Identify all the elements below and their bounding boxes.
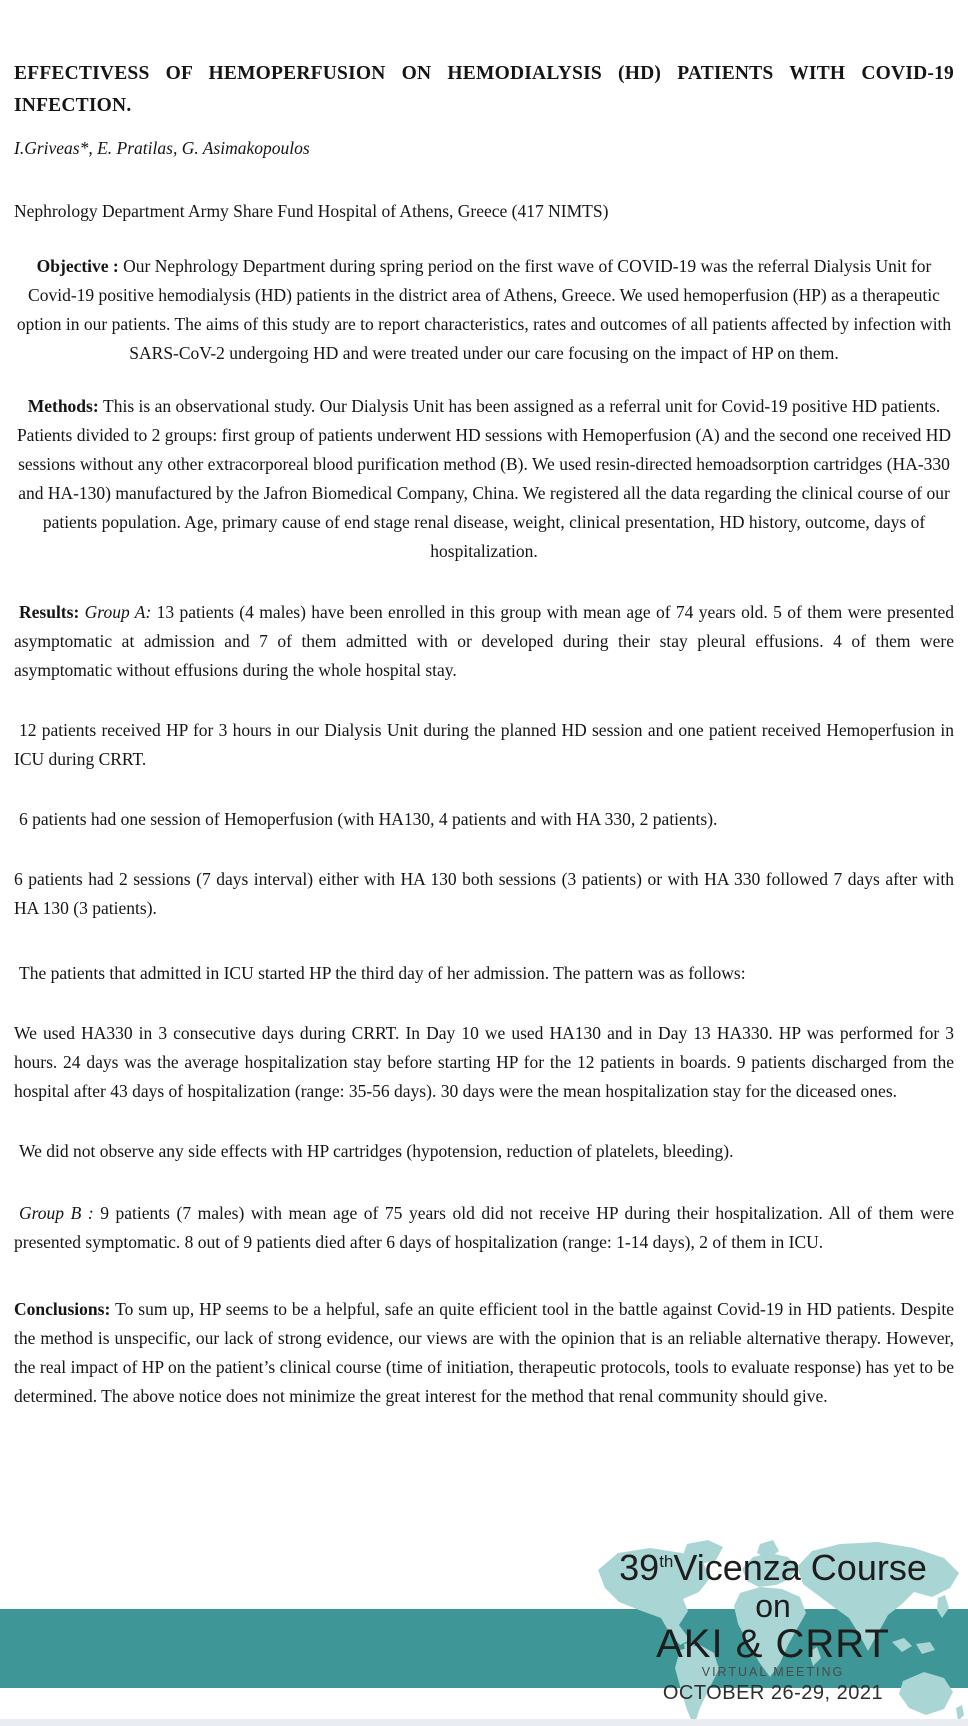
paragraph-hp-12-patients: 12 patients received HP for 3 hours in our Dialysis Unit during the planned HD session and one patient received Hemoperfusion in ICU during CRRT. — [14, 720, 954, 769]
objective-text: Our Nephrology Department during spring period on the first wave of COVID-19 was the referral Dialysis Unit for Covid-19 positive hemodialysis (HD) patients in the district area of Athens, Greece. We used hemoperfusion (HP) as a therapeutic option in our patients. The aims of this study are to report characteristics, rates and outcomes of all patients affected by infection with SARS-CoV-2 undergoing HD and were treated under our care focusing on the impact of HP on them. — [16, 256, 952, 363]
methods-text: This is an observational study. Our Dialysis Unit has been assigned as a referral unit for Covid-19 positive HD patients. Patients divided to 2 groups: first group of patients underwent HD sessions with Hemoperfusion (A) and the second one received HD sessions without any other extracorporeal blood purification method (B). We used resin-directed hemoadsorption cartridges (HA-330 and HA-130) manufactured by the Jafron Biomedical Company, China. We registered all the data regarding the clinical course of our patients population. Age, primary cause of end stage renal disease, weight, clinical presentation, HD history, outcome, days of hospitalization. — [16, 396, 952, 561]
paper-title: EFFECTIVESS OF HEMOPERFUSION ON HEMODIALYSIS (HD) PATIENTS WITH COVID-19 INFECTION. — [14, 63, 954, 116]
logo-line-course — [553, 1548, 968, 1588]
logo-course-name: Vicenza Course — [673, 1547, 927, 1588]
paragraph-side-effects: We did not observe any side effects with HP cartridges (hypotension, reduction of platelets, bleeding). — [19, 1141, 734, 1161]
group-b-paragraph — [14, 1199, 954, 1257]
paragraph-two-sessions: 6 patients had 2 sessions (7 days interval) either with HA 130 both sessions (3 patients) or with HA 330 followed 7 days after with HA 130 (3 patients). — [14, 869, 954, 918]
objective-label: Objective : — [36, 256, 124, 276]
paragraph-ha330-pattern: We used HA330 in 3 consecutive days during CRRT. In Day 10 we used HA130 and in Day 13 HA330. HP was performed for 3 hours. 24 days was the average hospitalization stay before starting HP for the 12 patients in boards. 9 patients discharged from the hospital after 43 days of hospitalization (range: 35-56 days). 30 days were the mean hospitalization stay for the diceased ones. — [14, 1023, 954, 1101]
logo-line-aki-crrt: AKI & CRRT — [656, 1622, 890, 1666]
logo-line-dates: OCTOBER 26-29, 2021 — [662, 1682, 884, 1704]
page-bottom-edge — [0, 1719, 968, 1726]
paragraph-one-session: 6 patients had one session of Hemoperfusion (with HA130, 4 patients and with HA 330, 2 patients). — [19, 809, 718, 829]
logo-line-on: on — [755, 1588, 791, 1624]
logo-ordinal-suffix: th — [659, 1552, 674, 1571]
methods-paragraph — [14, 392, 954, 566]
authors-line: I.Griveas*, E. Pratilas, G. Asimakopoulos — [14, 138, 310, 158]
conclusions-label: Conclusions: — [14, 1299, 116, 1319]
paragraph-icu-pattern: The patients that admitted in ICU started HP the third day of her admission. The pattern was as follows: — [19, 963, 746, 983]
objective-paragraph — [14, 252, 954, 368]
group-b-label: Group B : — [19, 1203, 101, 1223]
conclusions-paragraph — [14, 1295, 954, 1411]
conference-logo — [553, 1548, 968, 1705]
conclusions-text: To sum up, HP seems to be a helpful, safe an quite efficient tool in the battle against Covid-19 in HD patients. Despite the method is unspecific, our lack of strong evidence, our views are with the opinion that is an reliable alternative therapy. However, the real impact of HP on the patient’s clinical course (time of initiation, therapeutic protocols, tools to evaluate response) has yet to be determined. The above notice does not minimize the great interest for the method that renal community should give. — [14, 1299, 954, 1406]
results-label: Results: — [19, 602, 85, 622]
affiliation-line: Nephrology Department Army Share Fund Hospital of Athens, Greece (417 NIMTS) — [14, 201, 609, 221]
group-b-text: 9 patients (7 males) with mean age of 75 years old did not receive HP during their hospitalization. All of them were presented symptomatic. 8 out of 9 patients died after 6 days of hospitalization (range: 1-14 days), 2 of them in ICU. — [14, 1203, 954, 1252]
group-a-text: 13 patients (4 males) have been enrolled in this group with mean age of 74 years old. 5 of them were presented asymptomatic at admission and 7 of them admitted with or developed during their stay pleural effusions. 4 of them were asymptomatic without effusions during the whole hospital stay. — [14, 602, 955, 680]
group-a-label: Group A: — [84, 602, 157, 622]
methods-label: Methods: — [27, 396, 104, 416]
logo-line-virtual-meeting: VIRTUAL MEETING — [701, 1665, 845, 1679]
results-paragraph — [14, 598, 954, 685]
logo-course-number: 39 — [619, 1547, 660, 1588]
